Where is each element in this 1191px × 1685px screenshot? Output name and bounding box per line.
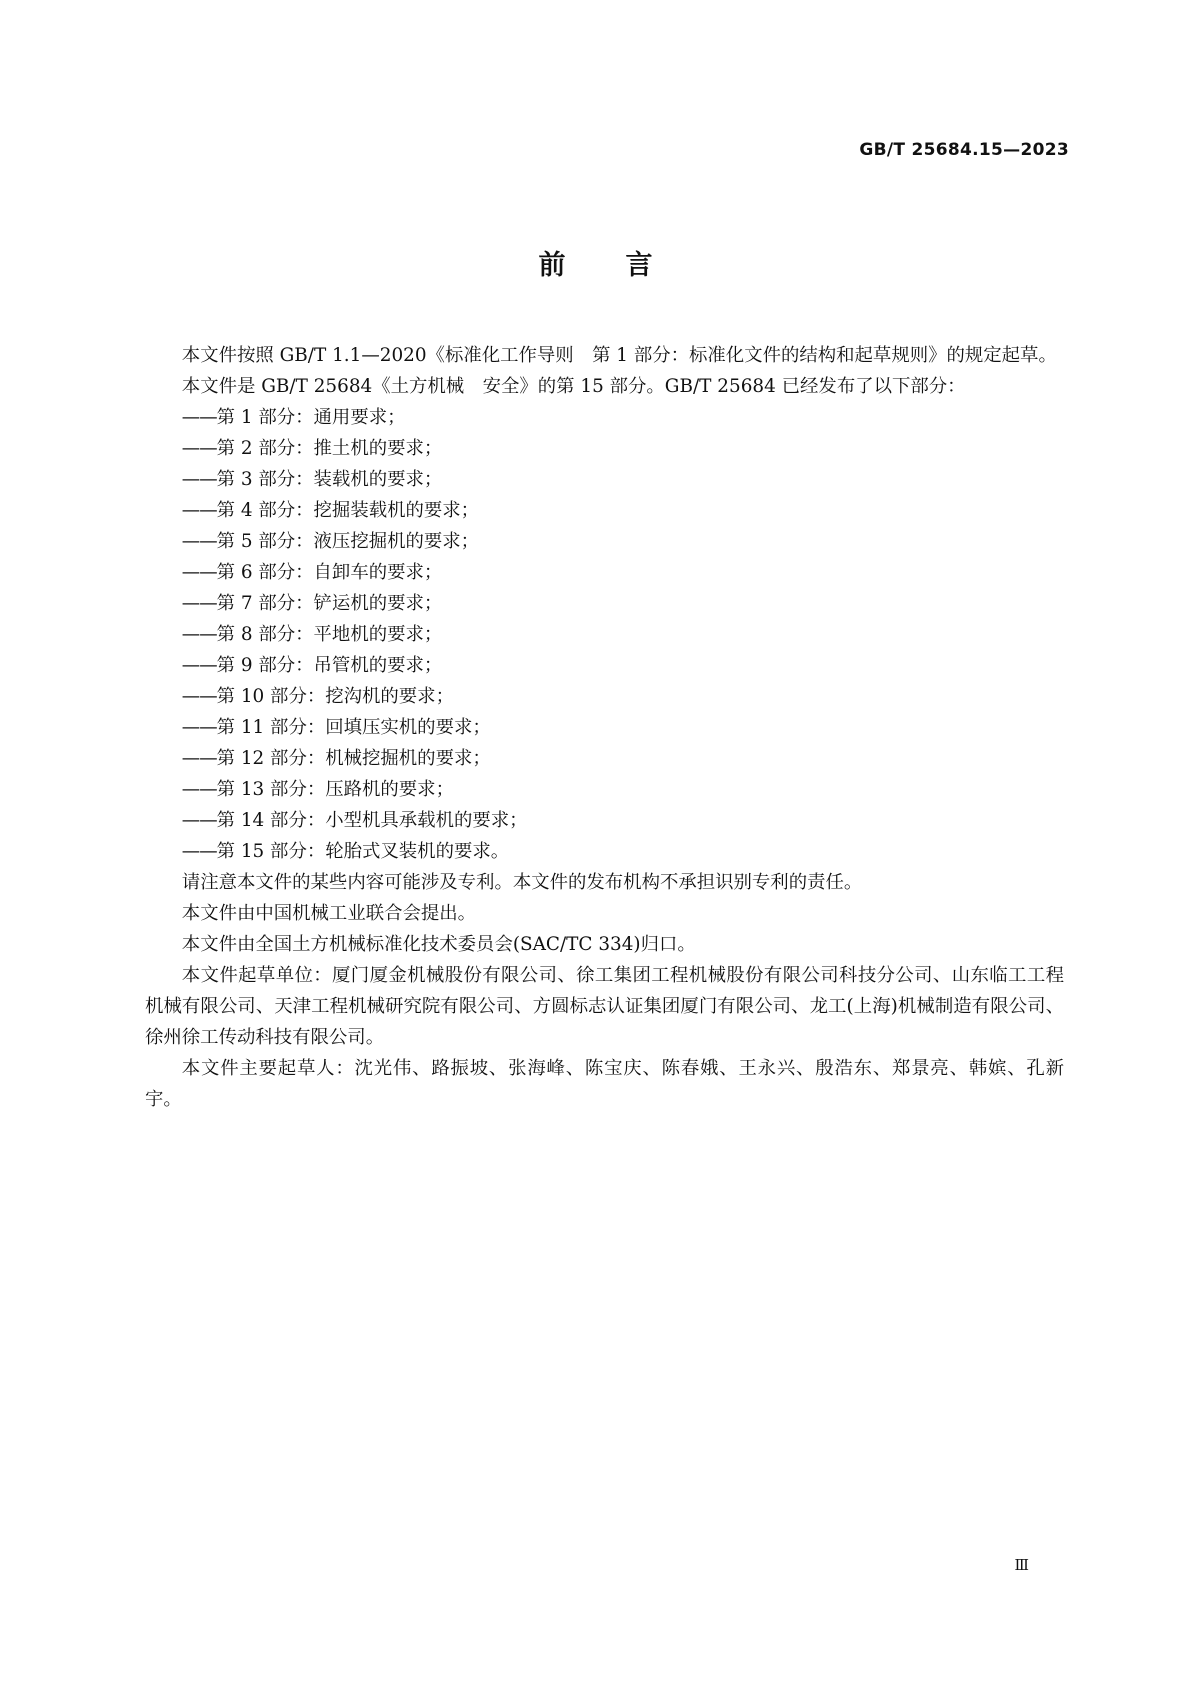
paragraph-drafting-organizations: 本文件起草单位：厦门厦金机械股份有限公司、徐工集团工程机械股份有限公司科技分公司、山东临工工程机械有限公司、天津工程机械研究院有限公司、方圆标志认证集团厦门有限公司、龙工(上海)机械制造有限公司、徐州徐工传动科技有限公司。 — [145, 965, 1064, 1048]
page-number: Ⅲ — [1014, 1556, 1029, 1574]
list-item — [145, 464, 1064, 495]
list-dash: —— — [181, 562, 217, 583]
list-dash: —— — [181, 655, 217, 676]
list-item — [145, 433, 1064, 464]
list-item-text: 第 11 部分：回填压实机的要求； — [216, 717, 491, 738]
list-dash: —— — [181, 531, 217, 552]
list-dash: —— — [181, 500, 217, 521]
paragraph-committee: 本文件由全国土方机械标准化技术委员会(SAC/TC 334)归口。 — [181, 934, 696, 955]
list-item-text: 第 6 部分：自卸车的要求； — [216, 562, 443, 583]
list-dash: —— — [181, 779, 217, 800]
list-dash: —— — [181, 438, 217, 459]
list-item — [145, 836, 1064, 867]
list-dash: —— — [181, 748, 217, 769]
paragraph-series-intro: 本文件是 GB/T 25684《土方机械 安全》的第 15 部分。GB/T 25684 已经发布了以下部分： — [181, 376, 966, 397]
list-item-text: 第 2 部分：推土机的要求； — [216, 438, 443, 459]
list-dash: —— — [181, 841, 217, 862]
list-item — [145, 805, 1064, 836]
parts-list — [145, 402, 1064, 867]
page-title — [0, 243, 1191, 282]
list-item-text: 第 7 部分：铲运机的要求； — [216, 593, 443, 614]
list-dash: —— — [181, 686, 217, 707]
paragraph-patent-notice: 请注意本文件的某些内容可能涉及专利。本文件的发布机构不承担识别专利的责任。 — [181, 872, 863, 893]
title-char-2: 言 — [625, 250, 653, 281]
foreword-body — [145, 340, 1064, 1115]
list-item-text: 第 5 部分：液压挖掘机的要求； — [216, 531, 480, 552]
list-item — [145, 557, 1064, 588]
paragraph-drafters: 本文件主要起草人：沈光伟、路振坡、张海峰、陈宝庆、陈春娥、王永兴、殷浩东、郑景亮、韩嫔、孔新宇。 — [145, 1058, 1064, 1110]
list-item — [145, 402, 1064, 433]
list-item — [145, 650, 1064, 681]
list-item-text: 第 1 部分：通用要求； — [216, 407, 406, 428]
title-char-1: 前 — [538, 250, 566, 281]
list-item-text: 第 8 部分：平地机的要求； — [216, 624, 443, 645]
list-item — [145, 526, 1064, 557]
list-item-text: 第 3 部分：装载机的要求； — [216, 469, 443, 490]
list-dash: —— — [181, 469, 217, 490]
paragraph-proposer: 本文件由中国机械工业联合会提出。 — [181, 903, 477, 924]
list-item — [145, 588, 1064, 619]
list-item-text: 第 13 部分：压路机的要求； — [216, 779, 454, 800]
list-item-text: 第 10 部分：挖沟机的要求； — [216, 686, 454, 707]
document-number: GB/T 25684.15—2023 — [859, 140, 1069, 160]
list-dash: —— — [181, 717, 217, 738]
list-item — [145, 712, 1064, 743]
list-item — [145, 774, 1064, 805]
list-item-text: 第 15 部分：轮胎式叉装机的要求。 — [216, 841, 510, 862]
paragraph-drafting-rules: 本文件按照 GB/T 1.1—2020《标准化工作导则 第 1 部分：标准化文件的结构和起草规则》的规定起草。 — [181, 345, 1057, 366]
list-item — [145, 743, 1064, 774]
list-item — [145, 681, 1064, 712]
list-item — [145, 619, 1064, 650]
list-item-text: 第 14 部分：小型机具承载机的要求； — [216, 810, 528, 831]
list-dash: —— — [181, 624, 217, 645]
list-item — [145, 495, 1064, 526]
list-dash: —— — [181, 407, 217, 428]
list-item-text: 第 9 部分：吊管机的要求； — [216, 655, 443, 676]
list-dash: —— — [181, 810, 217, 831]
list-item-text: 第 12 部分：机械挖掘机的要求； — [216, 748, 491, 769]
list-dash: —— — [181, 593, 217, 614]
list-item-text: 第 4 部分：挖掘装载机的要求； — [216, 500, 480, 521]
